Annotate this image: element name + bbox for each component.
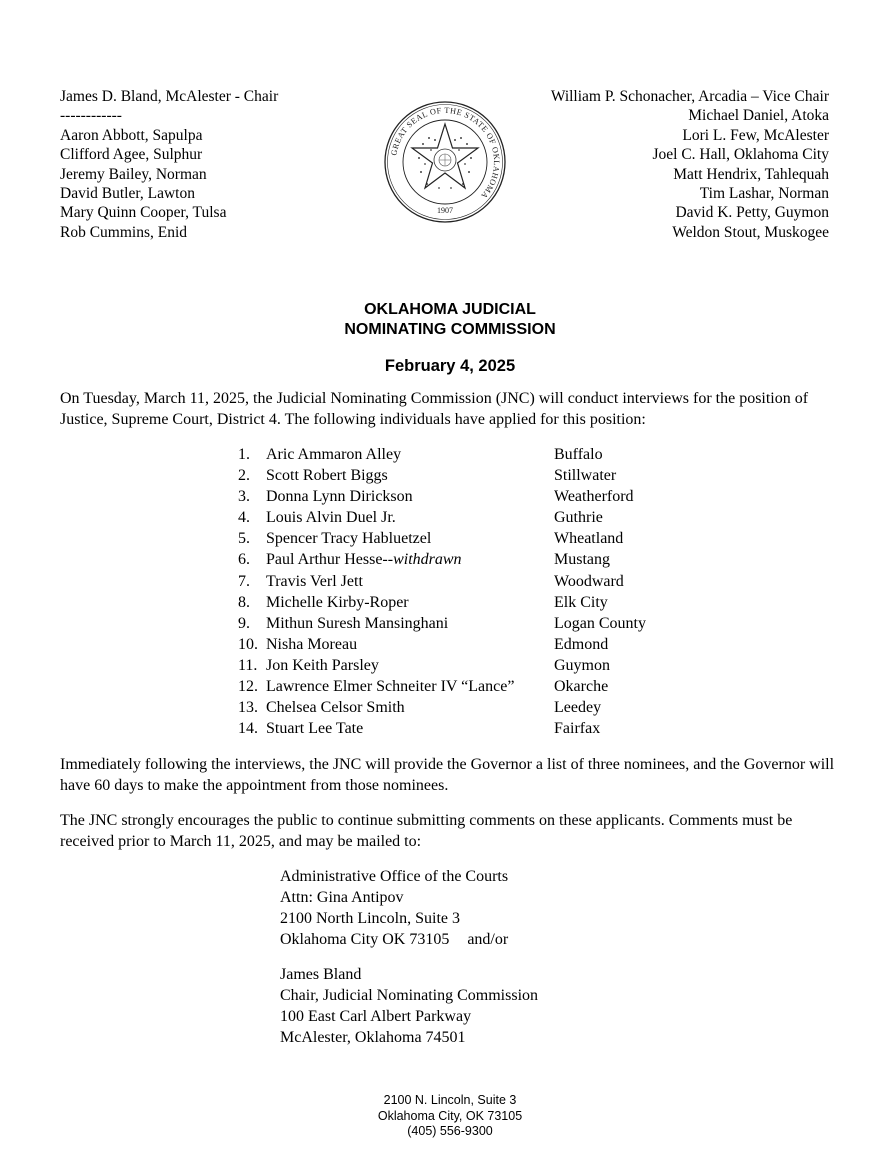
vice-chair-name: William P. Schonacher, Arcadia – Vice Chair <box>550 88 829 105</box>
list-item <box>238 655 610 676</box>
commissioner-name: Rob Cummins, Enid <box>60 223 188 241</box>
applicant-name: Donna Lynn Dirickson <box>266 488 413 506</box>
item-number: 3. <box>238 488 250 506</box>
applicant-name: Mithun Suresh Mansinghani <box>266 614 449 632</box>
commissioner-name: Jeremy Bailey, Norman <box>60 165 207 183</box>
applicant-name: Michelle Kirby-Roper <box>266 593 409 611</box>
applicant-city: Elk City <box>554 593 608 611</box>
commissioner-name: Joel C. Hall, Oklahoma City <box>652 146 829 164</box>
list-item <box>238 444 603 465</box>
chair-name: James D. Bland, McAlester - Chair <box>60 88 279 105</box>
address-line: Attn: Gina Antipov <box>280 889 404 906</box>
item-number: 6. <box>238 551 250 569</box>
address-line: James Bland <box>280 966 362 983</box>
applicant-list <box>238 444 646 739</box>
applicant-name: Lawrence Elmer Schneiter IV “Lance” <box>266 678 515 696</box>
applicant-city: Stillwater <box>554 467 617 485</box>
commissioner-name: Clifford Agee, Sulphur <box>60 146 203 164</box>
item-number: 7. <box>238 572 250 590</box>
applicant-city: Guymon <box>554 656 610 674</box>
and-or-label: and/or <box>467 931 509 948</box>
page-footer <box>0 1093 893 1140</box>
seal-year: 1907 <box>437 206 453 215</box>
applicant-city: Buffalo <box>554 446 603 463</box>
applicant-city: Mustang <box>554 551 610 569</box>
mailing-address-chair <box>280 964 538 1048</box>
list-item <box>238 465 617 486</box>
applicant-name: Spencer Tracy Habluetzel <box>266 530 432 548</box>
address-line: 2100 North Lincoln, Suite 3 <box>280 910 460 927</box>
state-seal <box>383 100 507 224</box>
commissioner-name: Tim Lashar, Norman <box>699 185 829 203</box>
seal-graphic <box>383 100 507 224</box>
footer-phone: (405) 556-9300 <box>407 1124 493 1138</box>
applicant-name: Jon Keith Parsley <box>266 656 379 674</box>
applicant-name: Travis Verl Jett <box>266 572 363 590</box>
following-paragraph: Immediately following the interviews, the JNC will provide the Governor a list of three nominees, and the Governor will have 60 days to make the appointment from those nominees. <box>60 756 835 794</box>
item-number: 11. <box>238 656 258 674</box>
commissioner-name: Lori L. Few, McAlester <box>682 126 829 144</box>
document-date: February 4, 2025 <box>384 357 516 375</box>
title-line-1: OKLAHOMA JUDICIAL <box>364 301 536 318</box>
commissioner-name: Mary Quinn Cooper, Tulsa <box>60 204 227 222</box>
address-city: Oklahoma City OK 73105 <box>280 931 450 948</box>
applicant-city: Okarche <box>554 678 609 696</box>
list-item <box>238 676 609 697</box>
item-number: 10. <box>238 635 258 653</box>
address-line: 100 East Carl Albert Parkway <box>280 1008 472 1025</box>
item-number: 13. <box>238 699 258 717</box>
intro-paragraph: On Tuesday, March 11, 2025, the Judicial Nominating Commission (JNC) will conduct interviews for the position of Justice, Supreme Court, District 4. The following individuals have applied for this position: <box>60 390 809 428</box>
footer-city: Oklahoma City, OK 73105 <box>377 1108 523 1123</box>
applicant-city: Edmond <box>554 635 609 653</box>
applicant-name: Stuart Lee Tate <box>266 720 364 738</box>
commissioner-name: Aaron Abbott, Sapulpa <box>60 126 203 144</box>
commissioner-name: Weldon Stout, Muskogee <box>672 223 829 241</box>
list-item <box>238 697 602 718</box>
separator: ------------ <box>60 107 122 125</box>
applicant-city: Wheatland <box>554 530 624 548</box>
applicant-city: Woodward <box>554 572 624 590</box>
address-line: McAlester, Oklahoma 74501 <box>280 1029 466 1046</box>
mailing-address-courts <box>280 866 508 950</box>
item-number: 9. <box>238 614 250 632</box>
commissioner-name: Matt Hendrix, Tahlequah <box>673 165 829 183</box>
list-item <box>238 486 634 507</box>
address-line: Chair, Judicial Nominating Commission <box>280 987 539 1004</box>
item-number: 4. <box>238 509 250 527</box>
applicant-name: Louis Alvin Duel Jr. <box>266 509 396 527</box>
seal-ring-text: GREAT SEAL OF THE STATE OF OKLAHOMA <box>389 105 502 201</box>
list-item <box>238 549 610 570</box>
applicant-name-wrapper <box>266 549 554 570</box>
list-item <box>238 613 646 634</box>
commissioner-name: Michael Daniel, Atoka <box>688 107 829 125</box>
address-line-city <box>280 929 508 950</box>
applicant-city: Fairfax <box>554 720 601 738</box>
applicant-city: Weatherford <box>554 488 634 506</box>
item-number: 5. <box>238 530 250 548</box>
applicant-name: Chelsea Celsor Smith <box>266 699 405 717</box>
applicant-name: Aric Ammaron Alley <box>266 446 402 463</box>
address-line: Administrative Office of the Courts <box>280 868 509 885</box>
commissioners-left <box>60 87 278 242</box>
footer-address: 2100 N. Lincoln, Suite 3 <box>383 1093 517 1107</box>
list-item <box>238 718 601 739</box>
applicant-name: Paul Arthur Hesse-- <box>266 551 394 569</box>
list-item <box>238 528 624 549</box>
applicant-city: Guthrie <box>554 509 603 527</box>
comments-paragraph: The JNC strongly encourages the public to continue submitting comments on these applicants. Comments must be received prior to March 11, 2025, and may be mailed to: <box>60 812 793 850</box>
commissioner-name: David Butler, Lawton <box>60 185 195 203</box>
applicant-name: Nisha Moreau <box>266 635 358 653</box>
item-number: 1. <box>238 446 250 463</box>
item-number: 14. <box>238 720 258 738</box>
list-item <box>238 634 609 655</box>
withdrawn-note: withdrawn <box>393 551 462 569</box>
applicant-city: Leedey <box>554 699 602 717</box>
commissioner-name: David K. Petty, Guymon <box>675 204 829 222</box>
applicant-name: Scott Robert Biggs <box>266 467 388 485</box>
commissioners-right <box>551 87 829 242</box>
title-line-2: NOMINATING COMMISSION <box>344 321 556 338</box>
list-item <box>238 571 624 592</box>
item-number: 2. <box>238 467 250 485</box>
applicant-city: Logan County <box>554 614 646 632</box>
list-item <box>238 507 603 528</box>
item-number: 12. <box>238 678 258 696</box>
list-item <box>238 592 608 613</box>
item-number: 8. <box>238 593 250 611</box>
